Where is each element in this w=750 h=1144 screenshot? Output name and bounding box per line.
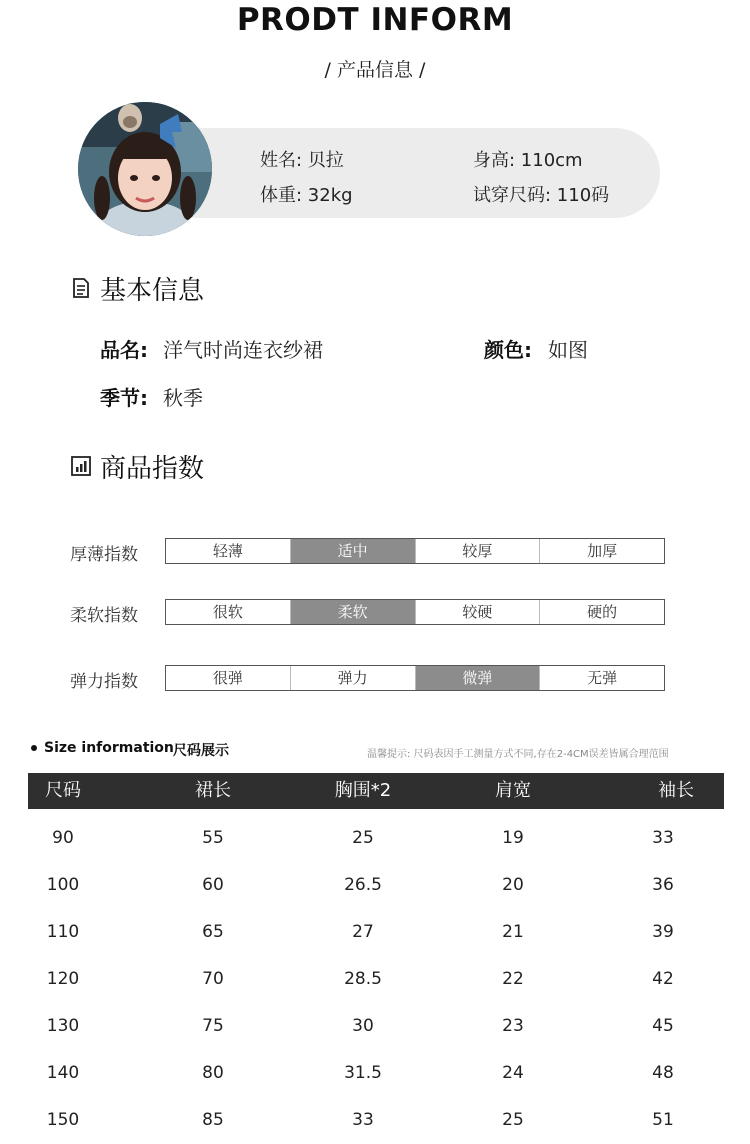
table-cell: 48 [652,1063,674,1083]
table-cell: 22 [502,969,524,989]
table-cell: 20 [502,875,524,895]
table-cell: 100 [46,875,80,895]
model-photo-icon [78,102,212,236]
size-heading-en: Size information [44,740,174,756]
color-label: 颜色: [484,338,532,362]
table-cell: 19 [502,828,524,848]
section-title-index: 商品指数 [100,454,205,484]
thickness-option: 较厚 [416,539,541,563]
thickness-bar [165,538,665,564]
table-cell: 33 [352,1110,374,1130]
table-cell: 25 [502,1110,524,1130]
document-icon [70,277,92,303]
thickness-option-selected: 适中 [291,539,416,563]
softness-bar [165,599,665,625]
product-name-value: 洋气时尚连衣纱裙 [163,338,323,362]
size-heading-cn: 尺码展示 [173,743,229,759]
softness-option: 很软 [166,600,291,624]
table-cell: 140 [46,1063,80,1083]
size-tip: 温馨提示: 尺码表因手工测量方式不同,存在2-4CM误差皆属合理范围 [367,749,669,760]
thickness-option: 轻薄 [166,539,291,563]
model-avatar [78,102,212,236]
model-height: 身高: 110cm [473,150,583,171]
table-cell: 65 [202,922,224,942]
table-cell: 26.5 [344,875,382,895]
col-chest: 胸围*2 [334,780,392,801]
color-value: 如图 [548,338,588,362]
page-title: PRODT INFORM [236,2,514,38]
table-cell: 23 [502,1016,524,1036]
table-cell: 120 [46,969,80,989]
section-title-basic: 基本信息 [100,276,205,306]
elasticity-option: 弹力 [291,666,416,690]
col-sleeve: 袖长 [658,780,694,801]
elasticity-label: 弹力指数 [70,672,138,692]
col-shoulder: 肩宽 [495,780,531,801]
model-name: 姓名: 贝拉 [260,150,344,171]
table-cell: 28.5 [344,969,382,989]
table-cell: 39 [652,922,674,942]
season-value: 秋季 [163,386,203,410]
table-cell: 55 [202,828,224,848]
size-table-header [28,773,724,809]
col-size: 尺码 [45,780,81,801]
elasticity-bar [165,665,665,691]
thickness-label: 厚薄指数 [70,545,138,565]
table-cell: 21 [502,922,524,942]
bar-chart-icon [70,455,92,481]
table-cell: 150 [46,1110,80,1130]
softness-label: 柔软指数 [70,606,138,626]
table-cell: 25 [352,828,374,848]
table-cell: 75 [202,1016,224,1036]
page-subtitle: / 产品信息 / [324,59,426,81]
season-label: 季节: [100,386,148,410]
bullet-dot-icon [31,745,37,751]
softness-option: 较硬 [416,600,541,624]
table-cell: 130 [46,1016,80,1036]
model-size: 试穿尺码: 110码 [473,185,610,206]
model-weight: 体重: 32kg [260,185,353,206]
table-cell: 45 [652,1016,674,1036]
product-name-label: 品名: [100,338,148,362]
softness-option: 硬的 [587,603,618,621]
table-cell: 36 [652,875,674,895]
table-cell: 110 [46,922,80,942]
table-cell: 90 [52,828,74,848]
table-cell: 31.5 [344,1063,382,1083]
elasticity-option-selected: 微弹 [416,666,541,690]
table-cell: 51 [652,1110,674,1130]
col-length: 裙长 [195,780,231,801]
table-cell: 85 [202,1110,224,1130]
table-cell: 70 [202,969,224,989]
table-cell: 80 [202,1063,224,1083]
table-cell: 33 [652,828,674,848]
table-cell: 24 [502,1063,524,1083]
table-cell: 30 [352,1016,374,1036]
thickness-option: 加厚 [587,542,618,560]
table-cell: 27 [352,922,374,942]
table-cell: 60 [202,875,224,895]
elasticity-option: 无弹 [587,669,618,687]
table-cell: 42 [652,969,674,989]
softness-option-selected: 柔软 [291,600,416,624]
elasticity-option: 很弹 [166,666,291,690]
